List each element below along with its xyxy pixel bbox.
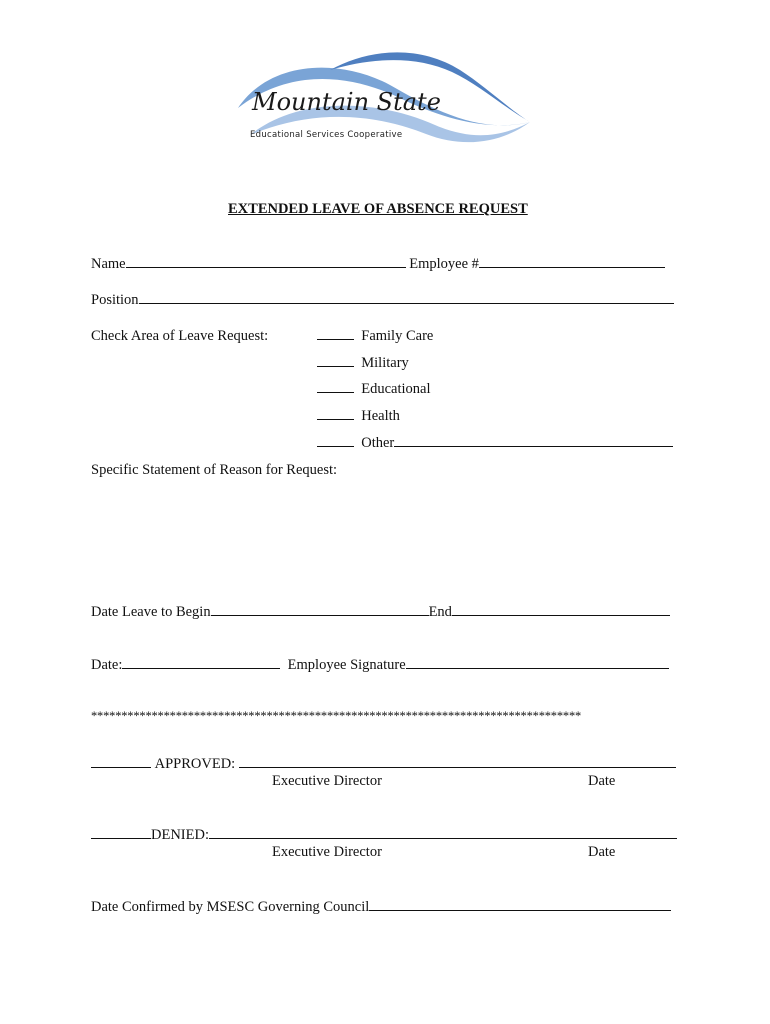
denied-label: DENIED: — [151, 827, 209, 843]
confirmed-row — [91, 898, 671, 916]
approved-date-caption: Date — [588, 773, 616, 789]
checkbox-line[interactable] — [317, 338, 354, 340]
leave-option-health[interactable] — [317, 407, 400, 425]
checkbox-line[interactable] — [317, 391, 354, 393]
leave-option-military[interactable] — [317, 354, 409, 372]
signature-row — [91, 656, 669, 674]
checkbox-line[interactable] — [317, 445, 354, 447]
name-label: Name — [91, 256, 126, 272]
logo-name: Mountain State — [252, 88, 441, 116]
leave-option-label: Military — [361, 355, 409, 371]
logo — [230, 40, 540, 150]
form-title: EXTENDED LEAVE OF ABSENCE REQUEST — [228, 201, 528, 217]
other-field[interactable] — [394, 445, 673, 447]
position-label: Position — [91, 292, 139, 308]
date-field[interactable] — [122, 667, 280, 669]
reason-label: Specific Statement of Reason for Request: — [91, 462, 338, 478]
begin-date-field[interactable] — [211, 614, 429, 616]
denied-signature-field[interactable] — [209, 837, 677, 839]
leave-option-label: Educational — [361, 381, 431, 397]
end-date-field[interactable] — [452, 614, 670, 616]
approved-signature-field[interactable] — [239, 766, 676, 768]
approved-check-line[interactable] — [91, 766, 151, 768]
employee-signature-label: Employee Signature — [287, 657, 406, 673]
checkbox-line[interactable] — [317, 365, 354, 367]
denied-date-caption: Date — [588, 844, 616, 860]
approved-label: APPROVED: — [154, 756, 236, 772]
begin-label: Date Leave to Begin — [91, 604, 211, 620]
separator: ********************************************************************************* — [91, 709, 582, 723]
denied-check-line[interactable] — [91, 837, 151, 839]
date-label: Date: — [91, 657, 123, 673]
name-row — [91, 255, 665, 273]
confirmed-label: Date Confirmed by MSESC Governing Council — [91, 899, 370, 915]
name-field[interactable] — [126, 266, 406, 268]
employee-number-field[interactable] — [479, 266, 665, 268]
leave-dates-row — [91, 603, 670, 621]
employee-signature-field[interactable] — [406, 667, 669, 669]
confirmed-date-field[interactable] — [369, 909, 671, 911]
logo-tagline: Educational Services Cooperative — [250, 130, 403, 140]
denied-exec-director-caption: Executive Director — [272, 844, 382, 860]
approved-exec-director-caption: Executive Director — [272, 773, 382, 789]
leave-option-educational[interactable] — [317, 380, 431, 398]
leave-option-label: Health — [361, 408, 400, 424]
leave-option-label: Family Care — [361, 328, 434, 344]
check-area-label: Check Area of Leave Request: — [91, 328, 269, 344]
leave-option-family-care[interactable] — [317, 327, 433, 345]
position-row — [91, 291, 674, 309]
end-label: End — [428, 604, 452, 620]
position-field[interactable] — [139, 302, 674, 304]
denied-row — [91, 826, 677, 844]
reason-field[interactable] — [91, 485, 679, 595]
leave-option-other[interactable] — [317, 434, 673, 452]
approved-row — [91, 755, 676, 773]
employee-number-label: Employee # — [409, 256, 479, 272]
leave-option-label: Other — [361, 435, 395, 451]
checkbox-line[interactable] — [317, 418, 354, 420]
